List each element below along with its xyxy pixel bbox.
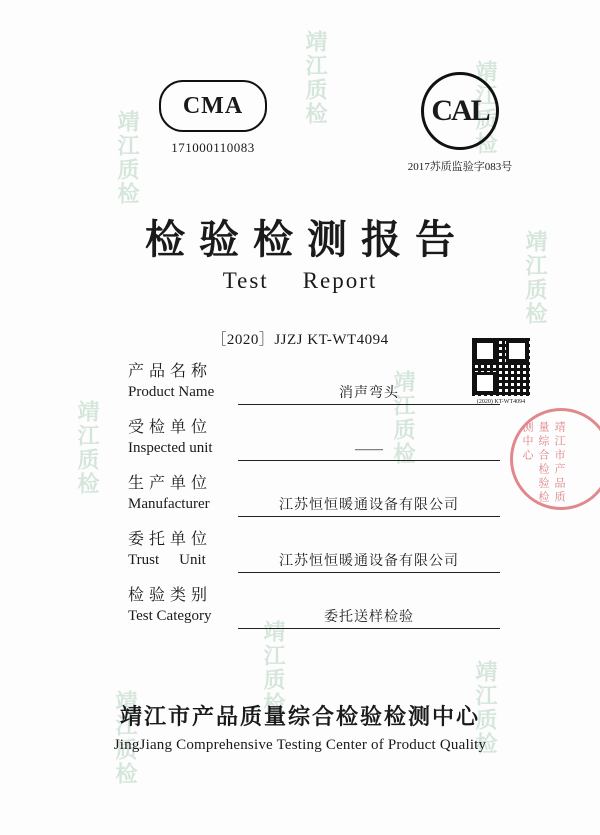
field-label-manufacturer xyxy=(128,474,236,514)
field-label-trust-unit xyxy=(128,530,236,570)
issuer-footer xyxy=(0,700,600,754)
report-title-en-left: Test xyxy=(222,268,269,293)
watermark: 靖江质检 xyxy=(473,60,498,156)
field-label-cn: 检验类别 xyxy=(128,587,213,604)
field-label-cn: 产品名称 xyxy=(128,363,213,380)
field-value-inspected-unit[interactable] xyxy=(238,434,500,461)
red-seal-text: 靖江市产品质量综合检验检测中心 xyxy=(521,421,565,505)
cal-mark xyxy=(370,72,550,174)
field-value-text: 江苏恒恒暖通设备有限公司 xyxy=(279,498,459,513)
cma-logo-icon xyxy=(159,80,267,132)
watermark: 靖江质检 xyxy=(473,660,498,756)
watermark: 靖江质检 xyxy=(261,620,286,716)
accreditation-marks xyxy=(0,70,600,180)
field-row-inspected-unit xyxy=(0,418,600,474)
field-label-en: Manufacturer xyxy=(128,496,210,512)
field-label-product-name xyxy=(128,362,236,402)
field-label-en: Test Category xyxy=(128,608,212,624)
cma-letters: CMA xyxy=(182,92,244,119)
qr-code-caption: (2020) KT-WT4094 xyxy=(476,399,526,405)
field-label-en-a: Trust xyxy=(128,552,160,568)
field-value-text: 委托送样检验 xyxy=(324,610,414,625)
field-value-trust-unit[interactable] xyxy=(238,546,500,573)
field-row-product-name xyxy=(0,362,600,418)
field-label-test-category xyxy=(128,586,236,626)
field-value-manufacturer[interactable] xyxy=(238,490,500,517)
watermark: 靖江质检 xyxy=(391,370,416,466)
field-label-inspected-unit xyxy=(128,418,236,458)
field-value-test-category[interactable] xyxy=(238,602,500,629)
report-title-en-right: Report xyxy=(302,268,378,293)
field-label-en: Product Name xyxy=(128,384,215,400)
issuer-name-cn: 靖江市产品质量综合检验检测中心 xyxy=(119,704,480,729)
field-label-cn: 生产单位 xyxy=(128,475,213,492)
cma-mark xyxy=(128,80,298,156)
report-title-en xyxy=(0,268,600,294)
report-number: ［2020］JJZJ KT-WT4094 xyxy=(211,332,389,348)
field-value-text: 江苏恒恒暖通设备有限公司 xyxy=(279,554,459,569)
field-row-trust-unit xyxy=(0,530,600,586)
field-value-product-name[interactable] xyxy=(238,378,500,405)
field-label-en xyxy=(128,550,236,570)
issuer-name-en: JingJiang Comprehensive Testing Center of Product Quality xyxy=(113,737,487,753)
watermark: 靖江质检 xyxy=(115,110,140,206)
cal-logo-icon xyxy=(421,72,499,150)
watermark: 靖江质检 xyxy=(523,230,548,326)
watermark: 靖江质检 xyxy=(113,690,138,786)
field-label-cn: 委托单位 xyxy=(128,531,213,548)
cma-certificate-number: 171000110083 xyxy=(171,140,255,155)
field-label-en-b: Unit xyxy=(179,552,206,568)
watermark: 靖江质检 xyxy=(75,400,100,496)
field-label-en: Inspected unit xyxy=(128,440,213,456)
field-list xyxy=(0,362,600,642)
field-row-test-category xyxy=(0,586,600,642)
report-title-cn: 检验检测报告 xyxy=(145,217,469,262)
field-label-cn: 受检单位 xyxy=(128,419,213,436)
field-value-text: 消声弯头 xyxy=(339,386,399,401)
watermark: 靖江质检 xyxy=(303,30,328,126)
field-row-manufacturer xyxy=(0,474,600,530)
cal-letters: CAL xyxy=(431,94,489,127)
field-value-text: —— xyxy=(355,442,383,457)
cal-certificate-number: 2017苏质监验字083号 xyxy=(407,161,513,173)
